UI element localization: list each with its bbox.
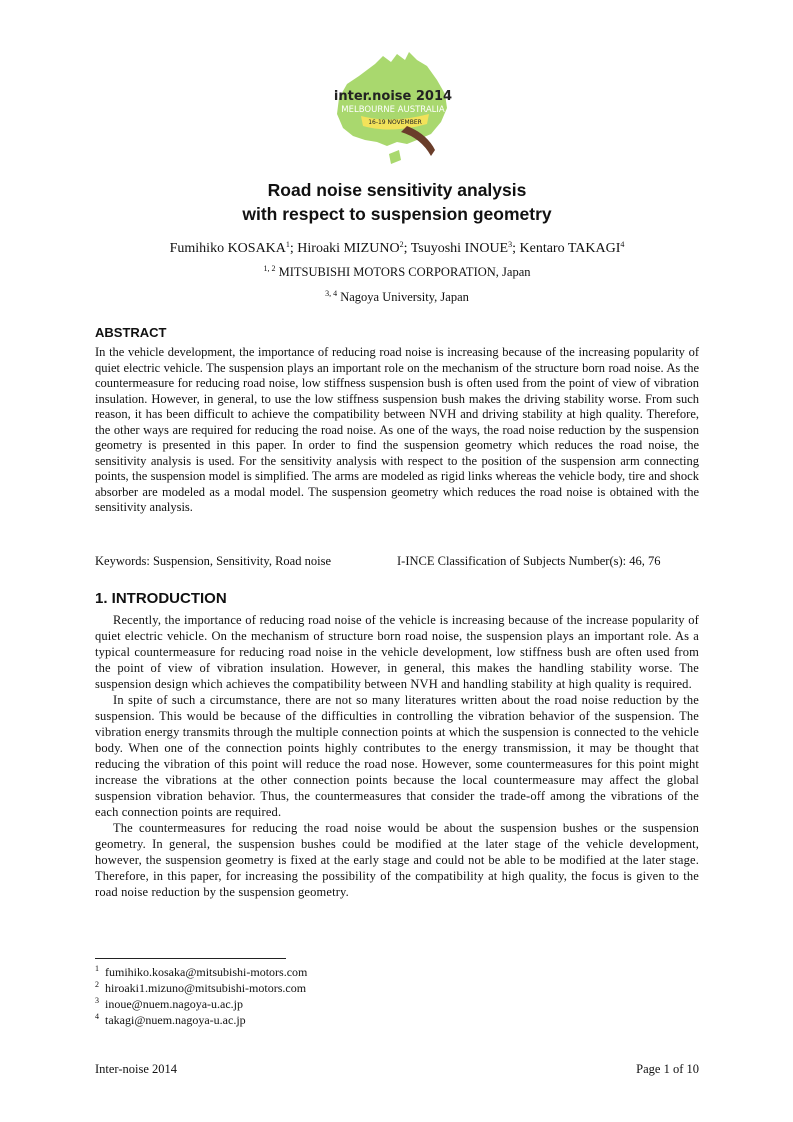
- author-sup: 3: [508, 240, 513, 249]
- author-sup: 4: [620, 240, 625, 249]
- author-name: Kentaro TAKAGI: [519, 241, 621, 256]
- intro-paragraph: The countermeasures for reducing the road noise would be about the suspension bushes or the suspension geometry. In general, the suspension bushes could be modified at the later stage of the vehicle development, however, the suspension geometry is fixed at the early stage and could not be able to be modified at the later stage. Therefore, in this paper, for increasing the possibility of the compatibility at high quality, the focus is given to the road noise reduction by the suspension geometry.: [95, 821, 699, 899]
- footnote: [95, 996, 307, 1012]
- footnote: [95, 980, 307, 996]
- footnote-sup: 2: [95, 980, 99, 989]
- australia-map-icon: [331, 50, 456, 168]
- author-sep: ;: [403, 241, 411, 256]
- title-line-1: Road noise sensitivity analysis: [267, 180, 527, 200]
- classification: I-INCE Classification of Subjects Number(s): 46, 76: [397, 554, 661, 568]
- author-sup: 2: [399, 240, 404, 249]
- title-line-2: with respect to suspension geometry: [242, 204, 552, 224]
- keywords: Keywords: Suspension, Sensitivity, Road noise: [95, 554, 331, 568]
- intro-paragraph: Recently, the importance of reducing road noise of the vehicle is increasing because of the increase popularity of quiet electric vehicle. On the mechanism of structure born road noise, the suspension plays an important role. As a typical countermeasure for reducing road noise in the vehicle development, low stiffness bush are often used from the point of view of vibration insulation. However, in general, this makes the handling stability worse. The suspension design which achieves the compatibility between NVH and handling stability at high quality is required.: [95, 613, 699, 691]
- footer-conference: Inter-noise 2014: [95, 1062, 178, 1076]
- footnote: [95, 964, 307, 980]
- abstract-heading: ABSTRACT: [95, 325, 167, 340]
- footnote: [95, 1012, 307, 1028]
- affiliation-sup: 1, 2: [263, 264, 276, 273]
- paper-title: [95, 178, 699, 226]
- footnote-email: inoue@nuem.nagoya-u.ac.jp: [105, 997, 244, 1011]
- section-heading-introduction: 1. INTRODUCTION: [95, 590, 227, 607]
- author-name: Hiroaki MIZUNO: [297, 241, 400, 256]
- logo-dates: 16-19 NOVEMBER: [368, 119, 422, 126]
- affiliation-2: [95, 290, 699, 305]
- footnote-email: hiroaki1.mizuno@mitsubishi-motors.com: [105, 981, 307, 995]
- author-list: [95, 241, 699, 257]
- author-sep: ;: [289, 241, 298, 256]
- author-sup: 1: [285, 240, 290, 249]
- affiliation-text: Nagoya University, Japan: [340, 290, 469, 304]
- footnote-email: fumihiko.kosaka@mitsubishi-motors.com: [105, 965, 308, 979]
- footnote-email: takagi@nuem.nagoya-u.ac.jp: [105, 1013, 246, 1027]
- affiliation-1: [95, 265, 699, 280]
- affiliation-text: MITSUBISHI MOTORS CORPORATION, Japan: [278, 265, 531, 279]
- author-name: Fumihiko KOSAKA: [169, 241, 286, 256]
- logo-location: MELBOURNE AUSTRALIA: [341, 105, 445, 115]
- footnote-sup: 3: [95, 996, 99, 1005]
- footer-page-number: Page 1 of 10: [636, 1062, 699, 1076]
- author-sep: ;: [512, 241, 520, 256]
- footnote-divider: [95, 958, 286, 959]
- introduction-body: [95, 612, 699, 900]
- intro-paragraph: In spite of such a circumstance, there are not so many literatures written about the road noise reduction by the suspension. This would be because of the difficulties in controlling the vibration behavior of the suspension. The vibration energy transmits through the multiple connection points at which the suspension is connected to the vehicle body. When one of the connection points highly contributes to the energy transmission, it may be thought that reducing the vibration of this point will reduce the road nose. However, some countermeasures for this point might increase the vibrations at the other connection points because the local countermeasure may affect the global suspension vibration behavior. Thus, the countermeasures that consider the trade-off among the vibrations of the each connection points are required.: [95, 693, 699, 819]
- affiliation-sup: 3, 4: [325, 289, 338, 298]
- footnote-sup: 1: [95, 964, 99, 973]
- footnote-sup: 4: [95, 1012, 99, 1021]
- footnotes: [95, 964, 307, 1028]
- logo-title: inter.noise 2014: [333, 89, 453, 104]
- author-name: Tsuyoshi INOUE: [410, 241, 509, 256]
- abstract-text: In the vehicle development, the importance of reducing road noise is increasing because of the increasing popularity of quiet electric vehicle. The suspension plays an important role on the mechanism of the structure born road noise. As the countermeasure for reducing road noise, low stiffness suspension bush is often used from the point of view of vibration insulation. However, in general, to use the low stiffness suspension bush makes the driving stability worse. From such reason, it has been difficult to achieve the compatibility between NVH and driving stability at high quality. Therefore, the other ways are required for reducing the road noise. As one of the ways, the road noise reduction by the suspension geometry is presented in this paper. In order to find the suspension geometry which reduces the road noise, the sensitivity analysis is used. For the sensitivity analysis with respect to the position of the suspension arm connecting points, the suspension model is simplified. The arms are modeled as rigid links whereas the vehicle body, tire and shock absorber are modeled as a modal model. The suspension geometry which reduces the road noise is obtained with the sensitivity analysis.: [95, 345, 699, 514]
- conference-logo: [331, 50, 456, 168]
